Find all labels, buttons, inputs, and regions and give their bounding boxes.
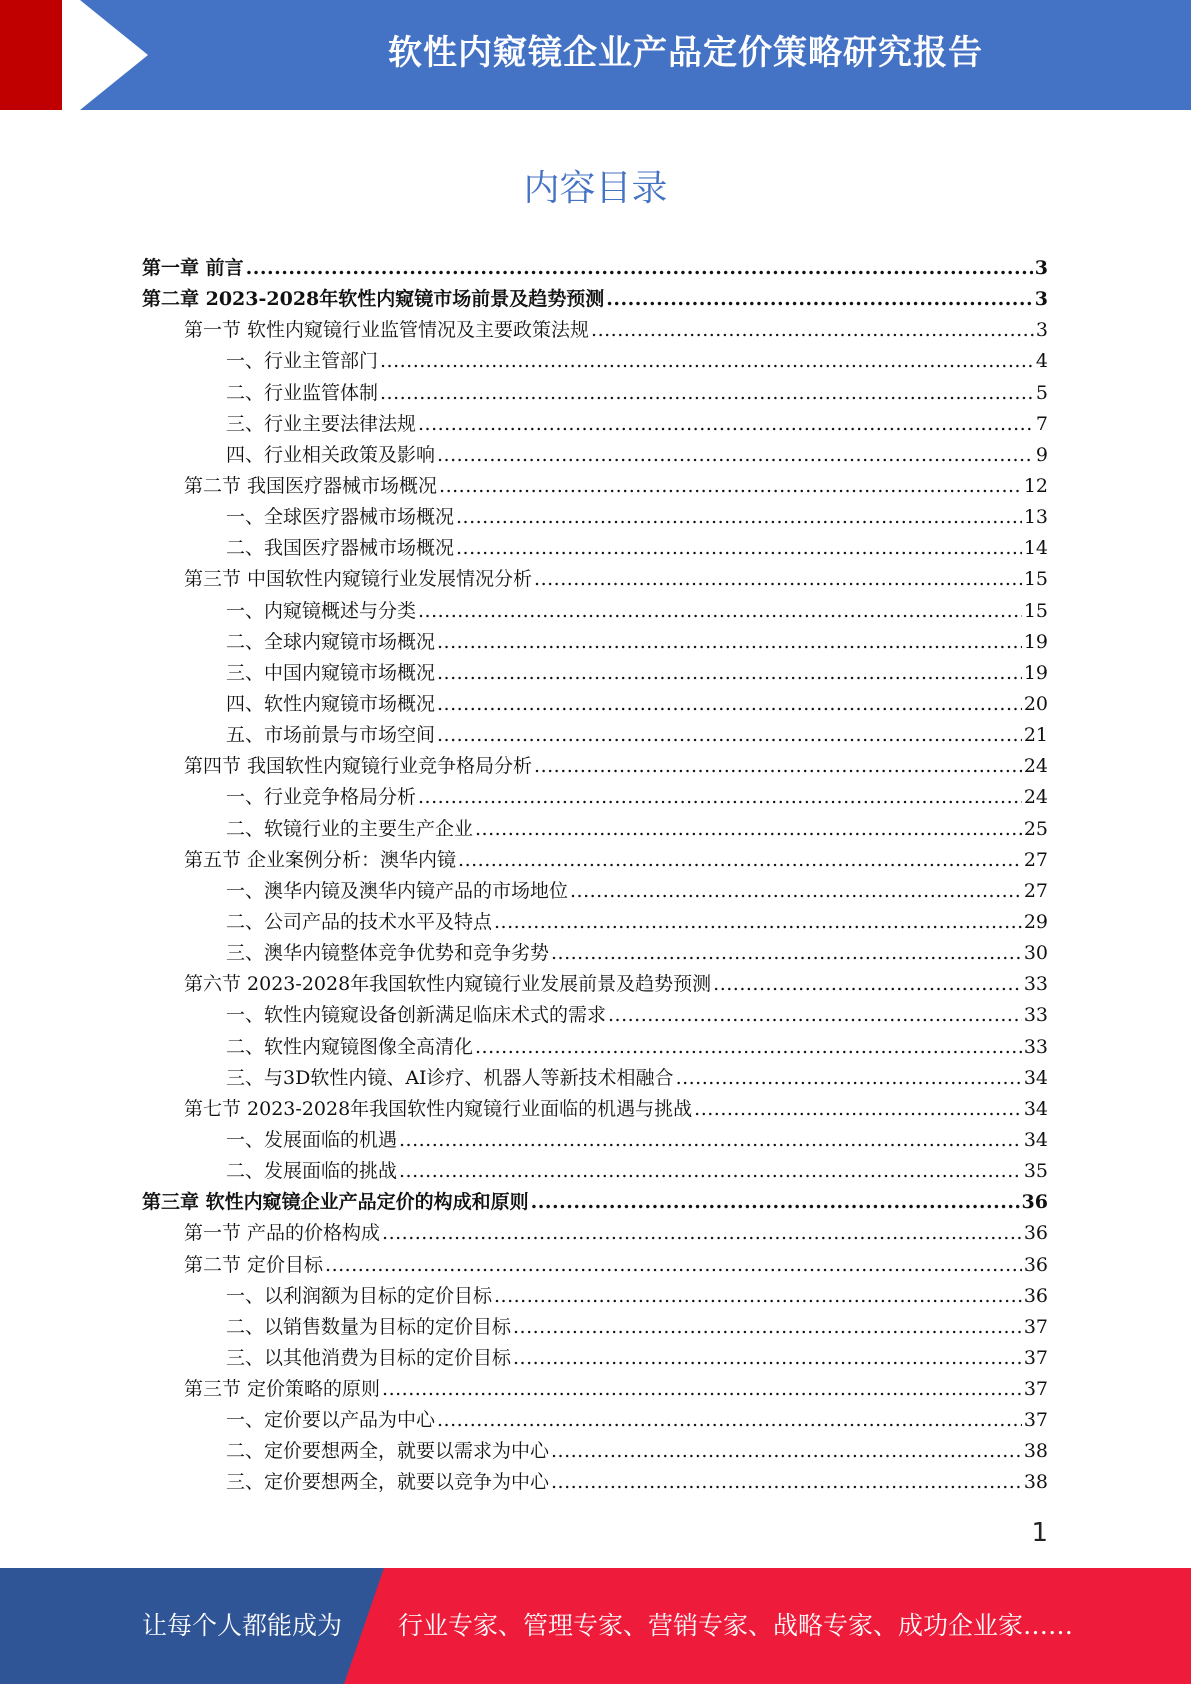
- toc-entry-label: 第一节 产品的价格构成: [184, 1222, 381, 1245]
- toc-leader-dots: [437, 693, 1022, 715]
- toc-leader-dots: [439, 475, 1022, 497]
- toc-entry-page: 35: [1023, 1160, 1048, 1183]
- toc-entry[interactable]: [142, 658, 1048, 689]
- toc-leader-dots: [382, 1222, 1022, 1244]
- toc-entry-label: 三、行业主要法律法规: [226, 412, 417, 435]
- toc-entry-page: 36: [1023, 1284, 1048, 1307]
- toc-entry-label: 第二节 我国医疗器械市场概况: [184, 474, 438, 497]
- toc-entry-label: 三、定价要想两全，就要以竞争为中心: [226, 1471, 550, 1494]
- toc-leader-dots: [676, 1067, 1022, 1089]
- toc-entry-page: 3: [1035, 319, 1048, 342]
- toc-entry[interactable]: [142, 876, 1048, 907]
- toc-entry[interactable]: [142, 1094, 1048, 1125]
- toc-entry[interactable]: [142, 1000, 1048, 1031]
- toc-entry-page: 7: [1035, 412, 1048, 435]
- toc-entry[interactable]: [142, 1281, 1048, 1312]
- page-number: 1: [1031, 1518, 1048, 1548]
- toc-entry-label: 二、软性内窥镜图像全高清化: [226, 1035, 474, 1058]
- toc-entry[interactable]: [142, 1032, 1048, 1063]
- toc-leader-dots: [494, 911, 1022, 933]
- toc-entry[interactable]: [142, 627, 1048, 658]
- toc-entry[interactable]: [142, 720, 1048, 751]
- toc-leader-dots: [380, 382, 1034, 404]
- toc-entry[interactable]: [142, 502, 1048, 533]
- table-of-contents: [142, 253, 1048, 1499]
- toc-entry-page: 4: [1035, 350, 1048, 373]
- toc-entry-label: 一、行业竞争格局分析: [226, 786, 417, 809]
- toc-entry-page: 13: [1023, 506, 1048, 529]
- toc-entry-label: 第六节 2023-2028年我国软性内窥镜行业发展前景及趋势预测: [184, 973, 712, 996]
- toc-entry[interactable]: [142, 782, 1048, 813]
- toc-entry-page: 19: [1023, 661, 1048, 684]
- toc-entry-label: 三、中国内窥镜市场概况: [226, 661, 436, 684]
- toc-entry-label: 四、软性内窥镜市场概况: [226, 692, 436, 715]
- toc-entry-page: 33: [1023, 1035, 1048, 1058]
- toc-entry-page: 37: [1023, 1346, 1048, 1369]
- toc-entry-page: 20: [1023, 692, 1048, 715]
- toc-entry-label: 一、内窥镜概述与分类: [226, 599, 417, 622]
- toc-entry-label: 第五节 企业案例分析：澳华内镜: [184, 848, 457, 871]
- toc-leader-dots: [437, 631, 1022, 653]
- toc-entry-label: 第四节 我国软性内窥镜行业竞争格局分析: [184, 755, 533, 778]
- toc-entry-page: 15: [1023, 599, 1048, 622]
- toc-entry-label: 一、定价要以产品为中心: [226, 1409, 436, 1432]
- toc-entry[interactable]: [142, 533, 1048, 564]
- toc-entry[interactable]: [142, 346, 1048, 377]
- toc-entry-label: 二、以销售数量为目标的定价目标: [226, 1315, 512, 1338]
- toc-entry[interactable]: [142, 689, 1048, 720]
- toc-entry[interactable]: [142, 315, 1048, 346]
- toc-entry-page: 19: [1023, 630, 1048, 653]
- toc-entry[interactable]: [142, 814, 1048, 845]
- toc-entry-label: 二、我国医疗器械市场概况: [226, 537, 455, 560]
- toc-entry[interactable]: [142, 1250, 1048, 1281]
- toc-entry[interactable]: [142, 1187, 1048, 1218]
- toc-leader-dots: [418, 413, 1034, 435]
- toc-entry-label: 二、发展面临的挑战: [226, 1160, 398, 1183]
- toc-entry[interactable]: [142, 596, 1048, 627]
- toc-entry[interactable]: [142, 440, 1048, 471]
- toc-entry-page: 27: [1023, 879, 1048, 902]
- toc-leader-dots: [570, 880, 1022, 902]
- toc-leader-dots: [437, 724, 1022, 746]
- toc-entry-label: 第二节 定价目标: [184, 1253, 324, 1276]
- toc-entry-label: 二、行业监管体制: [226, 381, 379, 404]
- toc-entry-page: 15: [1023, 568, 1048, 591]
- toc-leader-dots: [694, 1098, 1022, 1120]
- toc-entry-page: 5: [1035, 381, 1048, 404]
- toc-leader-dots: [458, 849, 1022, 871]
- toc-entry-page: 33: [1023, 973, 1048, 996]
- toc-entry-page: 12: [1023, 474, 1048, 497]
- toc-leader-dots: [456, 537, 1022, 559]
- toc-entry-label: 一、澳华内镜及澳华内镜产品的市场地位: [226, 879, 569, 902]
- toc-entry[interactable]: [142, 284, 1048, 315]
- toc-entry-page: 3: [1034, 288, 1048, 311]
- toc-entry[interactable]: [142, 938, 1048, 969]
- toc-entry-page: 14: [1023, 537, 1048, 560]
- toc-entry-label: 第三节 定价策略的原则: [184, 1378, 381, 1401]
- toc-leader-dots: [513, 1347, 1022, 1369]
- toc-entry-label: 四、行业相关政策及影响: [226, 443, 436, 466]
- toc-entry-label: 二、公司产品的技术水平及特点: [226, 910, 493, 933]
- toc-entry-page: 33: [1023, 1004, 1048, 1027]
- toc-entry-page: 37: [1023, 1315, 1048, 1338]
- toc-entry[interactable]: [142, 253, 1048, 284]
- toc-entry-label: 二、定价要想两全，就要以需求为中心: [226, 1440, 550, 1463]
- toc-leader-dots: [551, 1440, 1022, 1462]
- toc-entry[interactable]: [142, 471, 1048, 502]
- footer-slogan-right: 行业专家、管理专家、营销专家、战略专家、成功企业家……: [398, 1611, 1074, 1640]
- toc-entry[interactable]: [142, 751, 1048, 782]
- toc-entry-page: 38: [1023, 1471, 1048, 1494]
- toc-leader-dots: [399, 1129, 1022, 1151]
- toc-entry-label: 二、软镜行业的主要生产企业: [226, 817, 474, 840]
- toc-leader-dots: [437, 444, 1034, 466]
- report-title: 软性内窥镜企业产品定价策略研究报告: [388, 33, 983, 73]
- toc-entry-page: 27: [1023, 848, 1048, 871]
- toc-entry-page: 29: [1023, 910, 1048, 933]
- toc-entry-label: 第三节 中国软性内窥镜行业发展情况分析: [184, 568, 533, 591]
- toc-leader-dots: [713, 973, 1022, 995]
- toc-entry[interactable]: [142, 969, 1048, 1000]
- toc-entry-label: 一、全球医疗器械市场概况: [226, 506, 455, 529]
- toc-entry[interactable]: [142, 1405, 1048, 1436]
- toc-leader-dots: [534, 755, 1022, 777]
- toc-entry-label: 第二章 2023-2028年软性内窥镜市场前景及趋势预测: [142, 288, 605, 311]
- toc-entry-page: 37: [1023, 1409, 1048, 1432]
- toc-entry-label: 三、以其他消费为目标的定价目标: [226, 1346, 512, 1369]
- toc-leader-dots: [513, 1316, 1022, 1338]
- toc-entry[interactable]: [142, 1436, 1048, 1467]
- toc-entry-page: 3: [1034, 257, 1048, 279]
- toc-leader-dots: [437, 1409, 1022, 1431]
- toc-leader-dots: [551, 1471, 1022, 1493]
- toc-entry[interactable]: [142, 845, 1048, 876]
- toc-entry-page: 21: [1023, 724, 1048, 747]
- toc-entry-page: 25: [1023, 817, 1048, 840]
- toc-leader-dots: [399, 1160, 1022, 1182]
- toc-leader-dots: [418, 786, 1022, 808]
- toc-leader-dots: [531, 1191, 1020, 1213]
- toc-leader-dots: [418, 600, 1022, 622]
- toc-entry[interactable]: [142, 1467, 1048, 1498]
- toc-entry[interactable]: [142, 1156, 1048, 1187]
- toc-entry-page: 30: [1023, 942, 1048, 965]
- toc-heading: 内容目录: [523, 168, 668, 209]
- toc-entry-label: 第七节 2023-2028年我国软性内窥镜行业面临的机遇与挑战: [184, 1097, 693, 1120]
- toc-leader-dots: [456, 506, 1022, 528]
- footer-banner: [0, 1568, 1191, 1684]
- toc-entry-page: 34: [1023, 1128, 1048, 1151]
- toc-leader-dots: [475, 1036, 1022, 1058]
- toc-entry-label: 五、市场前景与市场空间: [226, 724, 436, 747]
- toc-leader-dots: [437, 662, 1022, 684]
- toc-leader-dots: [382, 1378, 1022, 1400]
- toc-entry-label: 三、与3D软性内镜、AI诊疗、机器人等新技术相融合: [226, 1066, 674, 1089]
- toc-entry-label: 三、澳华内镜整体竞争优势和竞争劣势: [226, 942, 550, 965]
- toc-leader-dots: [494, 1285, 1022, 1307]
- toc-leader-dots: [246, 257, 1033, 279]
- toc-entry[interactable]: [142, 907, 1048, 938]
- toc-entry-label: 一、发展面临的机遇: [226, 1128, 398, 1151]
- toc-entry-page: 37: [1023, 1378, 1048, 1401]
- toc-entry[interactable]: [142, 1218, 1048, 1249]
- toc-entry-page: 36: [1023, 1222, 1048, 1245]
- toc-entry[interactable]: [142, 1063, 1048, 1094]
- toc-entry-label: 二、全球内窥镜市场概况: [226, 630, 436, 653]
- toc-entry-page: 36: [1023, 1253, 1048, 1276]
- toc-leader-dots: [608, 1004, 1022, 1026]
- header-banner: [0, 0, 1191, 110]
- toc-entry-label: 第三章 软性内窥镜企业产品定价的构成和原则: [142, 1191, 529, 1214]
- footer-slogan-left: 让每个人都能成为: [142, 1611, 343, 1640]
- toc-leader-dots: [380, 350, 1034, 372]
- toc-entry-page: 24: [1023, 755, 1048, 778]
- toc-entry-page: 9: [1035, 443, 1048, 466]
- toc-entry[interactable]: [142, 564, 1048, 595]
- toc-entry[interactable]: [142, 1374, 1048, 1405]
- toc-entry-label: 第一章 前言: [142, 257, 244, 279]
- toc-entry-page: 34: [1023, 1097, 1048, 1120]
- toc-entry-page: 34: [1023, 1066, 1048, 1089]
- toc-entry-label: 一、软性内镜窥设备创新满足临床术式的需求: [226, 1004, 607, 1027]
- toc-entry[interactable]: [142, 1343, 1048, 1374]
- toc-entry-label: 一、行业主管部门: [226, 350, 379, 373]
- toc-leader-dots: [551, 942, 1022, 964]
- toc-entry[interactable]: [142, 409, 1048, 440]
- toc-entry-label: 一、以利润额为目标的定价目标: [226, 1284, 493, 1307]
- toc-entry-page: 36: [1021, 1191, 1048, 1214]
- toc-leader-dots: [534, 568, 1022, 590]
- toc-leader-dots: [591, 319, 1034, 341]
- toc-leader-dots: [606, 288, 1033, 310]
- toc-entry[interactable]: [142, 1312, 1048, 1343]
- toc-entry-page: 38: [1023, 1440, 1048, 1463]
- toc-entry[interactable]: [142, 1125, 1048, 1156]
- toc-leader-dots: [475, 818, 1022, 840]
- toc-entry[interactable]: [142, 378, 1048, 409]
- toc-entry-label: 第一节 软性内窥镜行业监管情况及主要政策法规: [184, 319, 590, 342]
- toc-entry-page: 24: [1023, 786, 1048, 809]
- toc-leader-dots: [325, 1254, 1022, 1276]
